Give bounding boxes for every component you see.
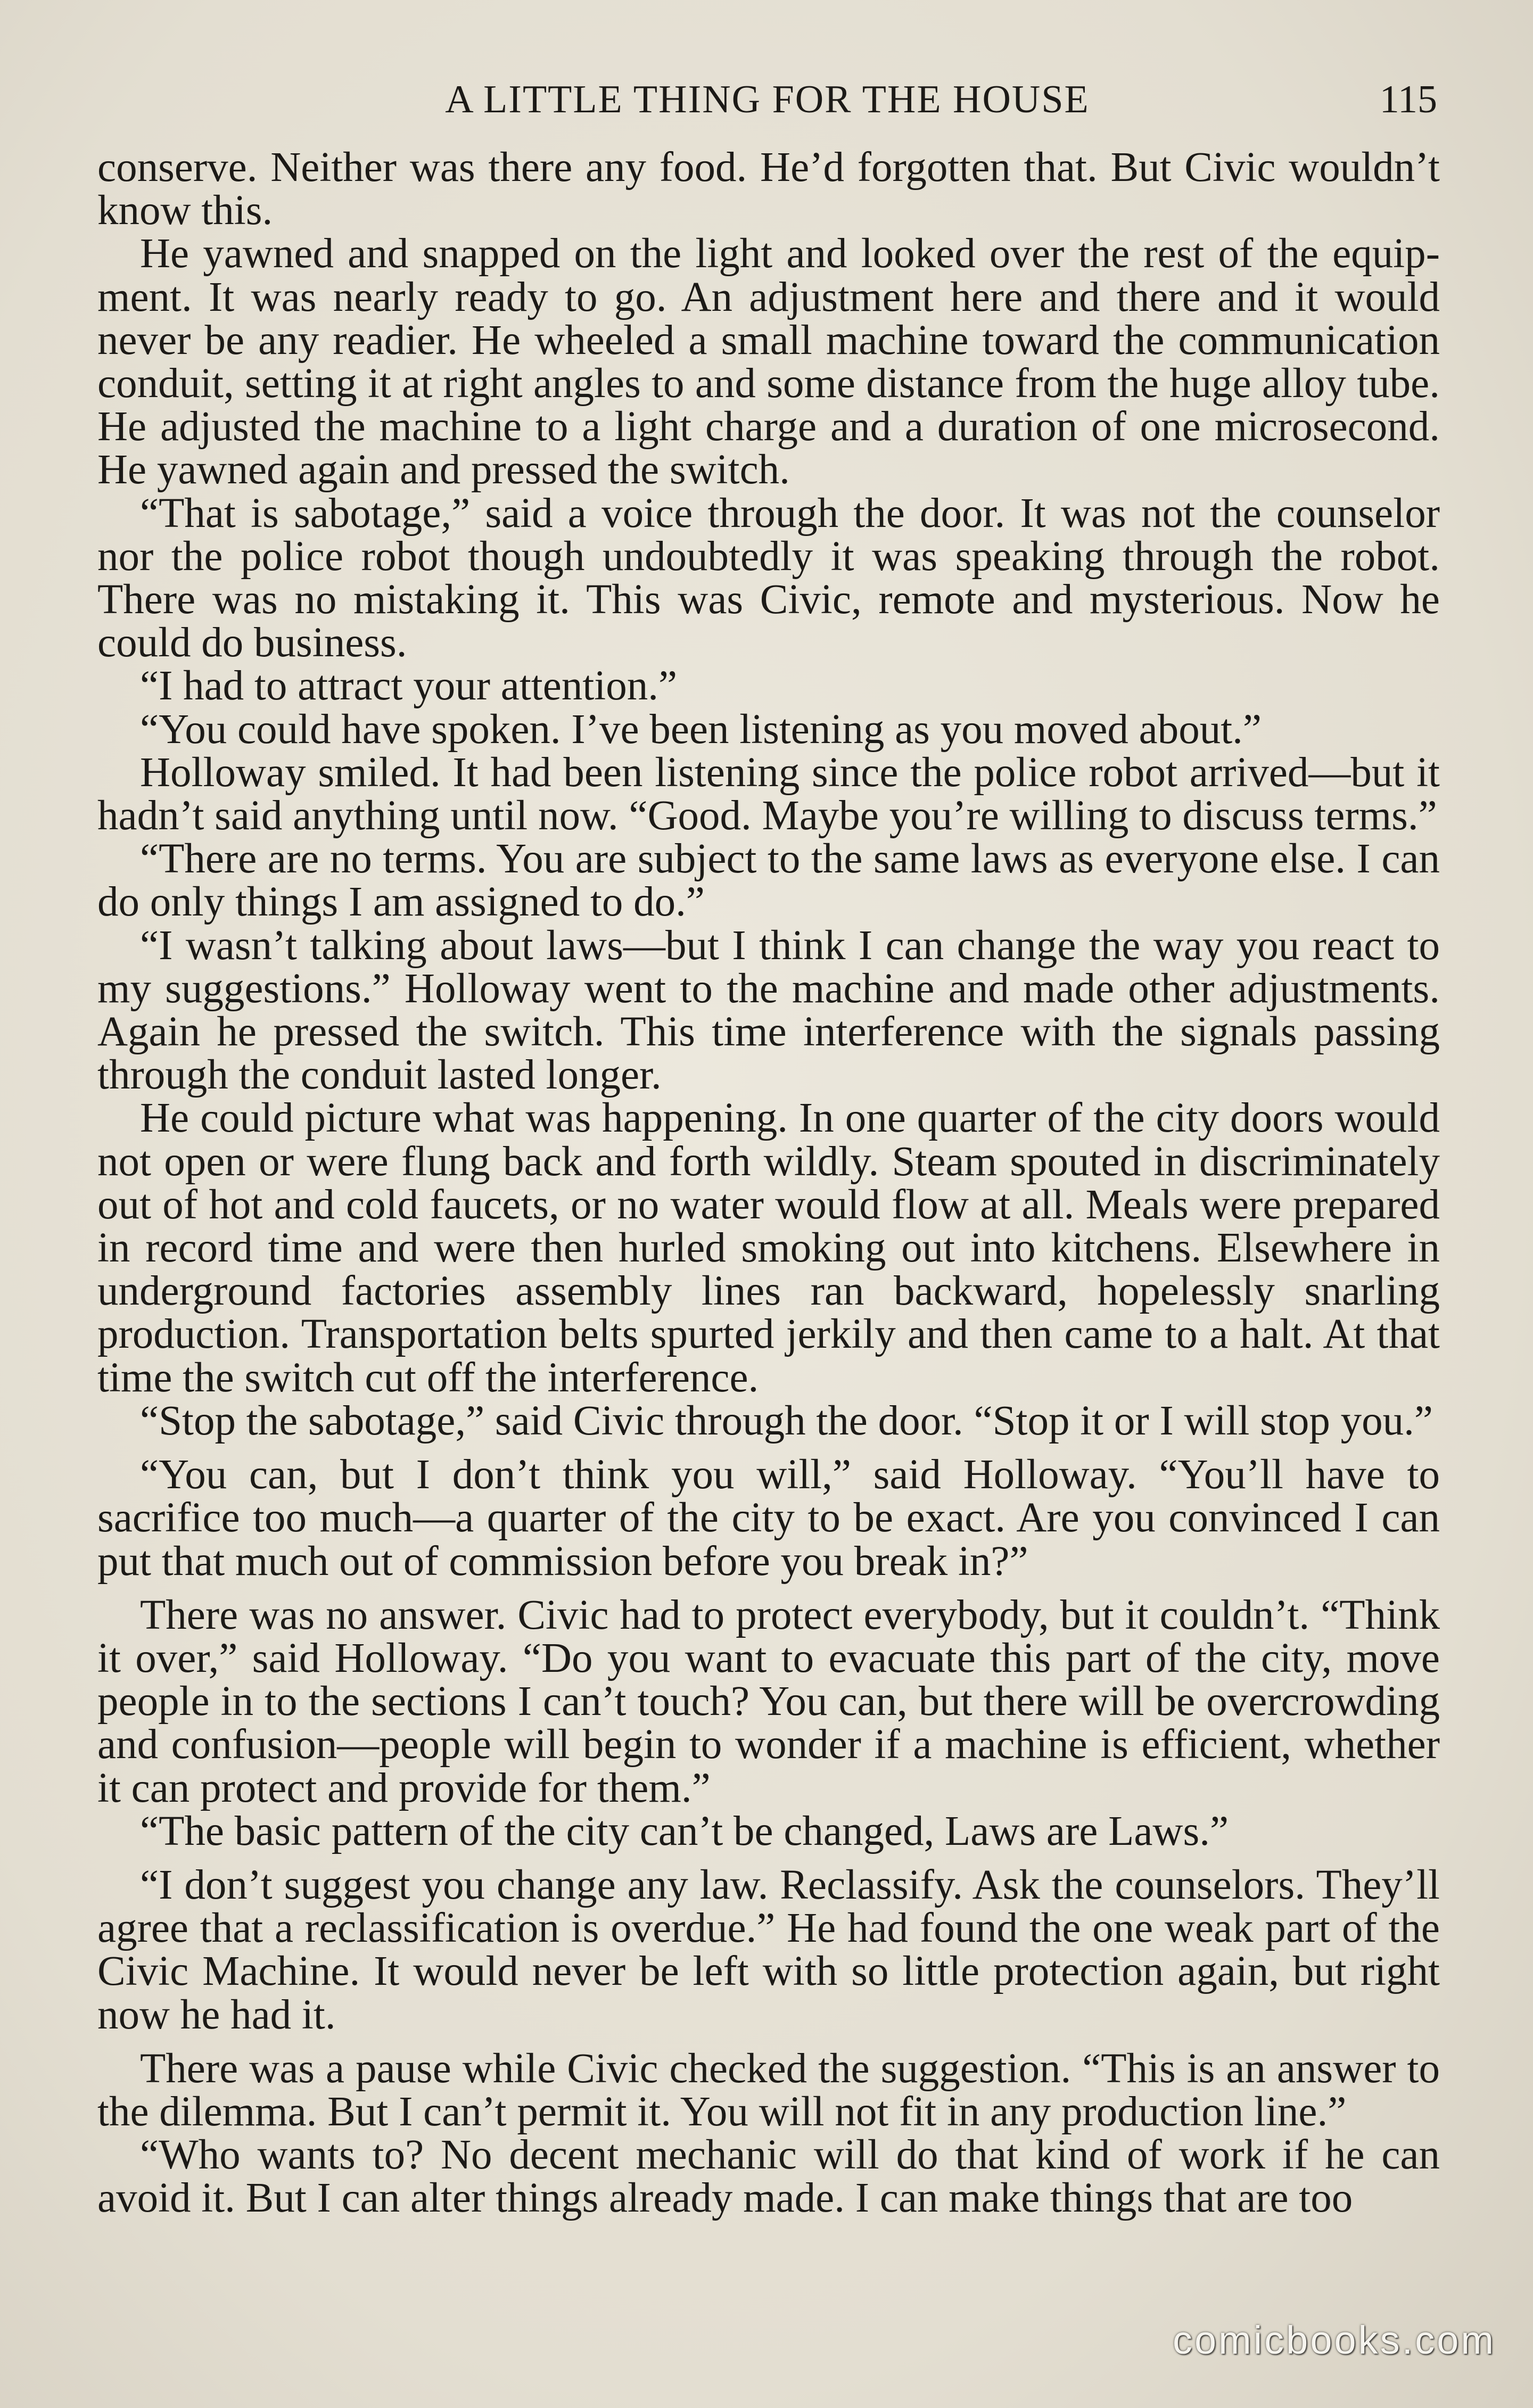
paragraph: “I had to attract your attention.” (140, 663, 678, 710)
running-head (97, 72, 1437, 130)
paragraph: Holloway smiled. It had been listening since the police robot arrived—but it hadn’t said anything until now. “Good. Maybe you’re willing to discuss terms.” (97, 749, 1440, 839)
paragraph: He yawned and snapped on the light and looked over the rest of the equipment. It was nearly ready to go. An adjustment here and there and it would never be any readier. He wheeled a small machine toward the communication conduit, setting it at right angles to and some distance from the huge alloy tube. He adjusted the machine to a light charge and a duration of one microsecond. He yawned again and pressed the switch. (97, 230, 1440, 493)
paragraph: “Who wants to? No decent mechanic will do that kind of work if he can avoid it. But I can alter things already made. I can make things that are too (97, 2132, 1440, 2222)
page-number: 115 (1379, 78, 1437, 121)
paragraph: “That is sabotage,” said a voice through the door. It was not the counselor nor the police robot though undoubtedly it was speaking through the robot. There was no mistaking it. This was Civic, remote and mysterious. Now he could do business. (97, 490, 1440, 666)
body-text (97, 146, 1440, 2220)
paragraph: “You can, but I don’t think you will,” said Holloway. “You’ll have to sacrifice too much—a quarter of the city to be exact. Are you convinced I can put that much out of commission before you break in?” (97, 1452, 1440, 1585)
watermark-logo: comicbooks.com (1172, 2318, 1496, 2362)
paragraph: “I wasn’t talking about laws—but I think I can change the way you react to my suggestions.” Holloway went to the machine and made other adjustments. Again he pressed the switch. This time interference with the signals passing through the conduit lasted longer. (97, 922, 1440, 1099)
paragraph: “You could have spoken. I’ve been listening as you moved about.” (140, 706, 1262, 753)
paragraph: He could picture what was happening. In one quarter of the city doors would not open or were flung back and forth wildly. Steam spouted in discriminately out of hot and cold faucets, or no water would flow at all. Meals were prepared in record time and were then hurled smoking out into kitchens. Elsewhere in underground factories assembly lines ran backward, hopelessly snarling production. Transportation belts spurted jerkily and then came to a halt. At that time the switch cut off the interference. (97, 1095, 1440, 1401)
paragraph: There was no answer. Civic had to protect everybody, but it couldn’t. “Think it over,” said Holloway. “Do you want to evacuate this part of the city, move people in to the sections I can’t touch? You can, but there will be overcrowding and confusion—people will begin to wonder if a machine is efficient, whether it can protect and provide for them.” (97, 1591, 1440, 1811)
paragraph: “The basic pattern of the city can’t be changed, Laws are Laws.” (140, 1808, 1229, 1854)
paragraph: “I don’t suggest you change any law. Reclassify. Ask the counselors. They’ll agree that a reclassification is overdue.” He had found the one weak part of the Civic Machine. It would never be left with so little protection again, but right now he had it. (97, 1861, 1440, 2038)
paragraph: There was a pause while Civic checked the suggestion. “This is an answer to the dilemma. But I can’t permit it. You will not fit in any production line.” (97, 2045, 1440, 2135)
paragraph: “There are no terms. You are subject to the same laws as everyone else. I can do only things I am assigned to do.” (97, 836, 1440, 926)
running-title: A LITTLE THING FOR THE HOUSE (445, 78, 1090, 121)
paragraph: “Stop the sabotage,” said Civic through the door. “Stop it or I will stop you.” (140, 1397, 1433, 1444)
paragraph: conserve. Neither was there any food. He’d forgotten that. But Civic wouldn’t know this. (97, 144, 1440, 234)
